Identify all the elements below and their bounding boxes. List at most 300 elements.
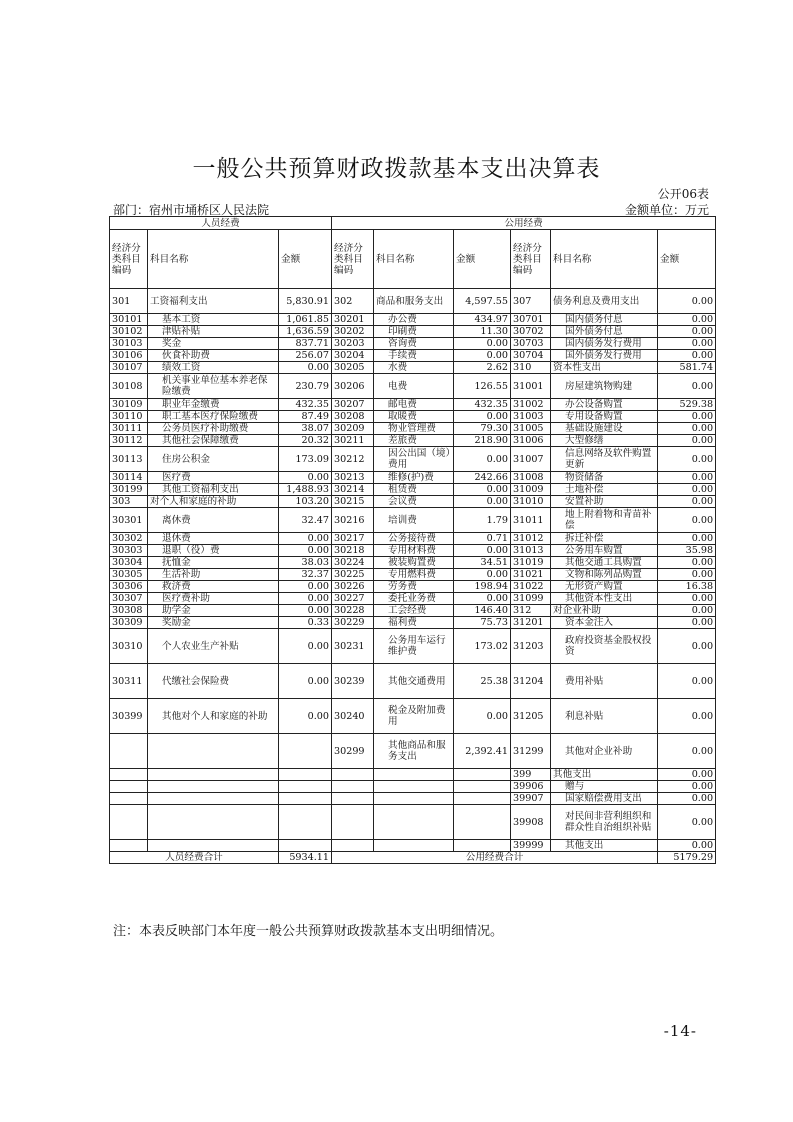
amount-cell: 837.71 bbox=[279, 338, 332, 350]
code-cell: 30217 bbox=[332, 533, 374, 545]
code-cell: 30226 bbox=[332, 581, 374, 593]
item-name-cell: 奖励金 bbox=[148, 617, 279, 629]
table-row bbox=[110, 593, 716, 605]
code-cell: 30201 bbox=[332, 314, 374, 326]
amount-cell: 0.00 bbox=[279, 605, 332, 617]
code-cell: 30701 bbox=[511, 314, 551, 326]
code-header: 经济分类科目编码 bbox=[332, 230, 374, 289]
amount-cell: 0.00 bbox=[658, 472, 716, 484]
item-name-cell: 国内债务发行费用 bbox=[551, 338, 658, 350]
item-name-cell bbox=[374, 781, 454, 793]
code-cell: 31006 bbox=[511, 435, 551, 447]
table-row bbox=[110, 781, 716, 793]
amount-cell: 103.20 bbox=[279, 496, 332, 508]
item-name-cell bbox=[148, 840, 279, 852]
amount-cell: 0.00 bbox=[658, 629, 716, 664]
amount-cell: 0.00 bbox=[279, 533, 332, 545]
public-group-header: 公用经费 bbox=[332, 217, 716, 230]
item-name-cell: 资本性支出 bbox=[551, 362, 658, 374]
item-name-cell: 离休费 bbox=[148, 508, 279, 533]
code-cell: 30309 bbox=[110, 617, 148, 629]
table-row bbox=[110, 581, 716, 593]
table-row bbox=[110, 289, 716, 314]
code-cell: 30224 bbox=[332, 557, 374, 569]
amount-cell bbox=[279, 781, 332, 793]
item-name-cell: 公务员医疗补助缴费 bbox=[148, 423, 279, 435]
amount-cell: 35.98 bbox=[658, 545, 716, 557]
name-header: 科目名称 bbox=[551, 230, 658, 289]
amount-cell: 0.00 bbox=[658, 508, 716, 533]
amount-cell: 0.00 bbox=[454, 338, 511, 350]
code-cell: 399 bbox=[511, 769, 551, 781]
amount-cell: 230.79 bbox=[279, 374, 332, 399]
name-header: 科目名称 bbox=[374, 230, 454, 289]
item-name-cell: 印刷费 bbox=[374, 326, 454, 338]
item-name-cell bbox=[374, 793, 454, 805]
item-name-cell: 对个人和家庭的补助 bbox=[148, 496, 279, 508]
amount-cell: 432.35 bbox=[279, 399, 332, 411]
code-cell: 31009 bbox=[511, 484, 551, 496]
code-cell: 30301 bbox=[110, 508, 148, 533]
personnel-total-value: 5934.11 bbox=[279, 852, 332, 864]
amount-cell: 0.00 bbox=[454, 411, 511, 423]
code-cell: 31013 bbox=[511, 545, 551, 557]
code-cell: 30704 bbox=[511, 350, 551, 362]
amount-cell: 432.35 bbox=[454, 399, 511, 411]
code-cell: 30218 bbox=[332, 545, 374, 557]
item-name-cell: 救济费 bbox=[148, 581, 279, 593]
amount-cell: 25.38 bbox=[454, 664, 511, 699]
item-name-cell: 奖金 bbox=[148, 338, 279, 350]
amount-cell: 0.00 bbox=[658, 617, 716, 629]
item-name-cell: 其他交通费用 bbox=[374, 664, 454, 699]
amount-cell: 4,597.55 bbox=[454, 289, 511, 314]
amount-cell: 0.00 bbox=[279, 545, 332, 557]
table-row bbox=[110, 664, 716, 699]
item-name-cell: 无形资产购置 bbox=[551, 581, 658, 593]
code-cell: 30311 bbox=[110, 664, 148, 699]
amount-header: 金额 bbox=[454, 230, 511, 289]
amount-cell: 242.66 bbox=[454, 472, 511, 484]
code-cell: 30211 bbox=[332, 435, 374, 447]
code-cell: 30102 bbox=[110, 326, 148, 338]
code-cell: 39907 bbox=[511, 793, 551, 805]
amount-cell bbox=[279, 769, 332, 781]
item-name-cell: 生活补助 bbox=[148, 569, 279, 581]
code-cell: 30111 bbox=[110, 423, 148, 435]
amount-cell: 0.00 bbox=[279, 362, 332, 374]
item-name-cell: 委托业务费 bbox=[374, 593, 454, 605]
amount-cell bbox=[279, 793, 332, 805]
item-name-cell: 其他商品和服务支出 bbox=[374, 734, 454, 769]
amount-cell: 0.00 bbox=[658, 289, 716, 314]
table-row bbox=[110, 338, 716, 350]
table-row bbox=[110, 472, 716, 484]
code-cell: 30110 bbox=[110, 411, 148, 423]
code-cell: 312 bbox=[511, 605, 551, 617]
item-name-cell: 住房公积金 bbox=[148, 447, 279, 472]
code-cell: 31005 bbox=[511, 423, 551, 435]
table-row bbox=[110, 326, 716, 338]
code-cell: 30304 bbox=[110, 557, 148, 569]
item-name-cell: 办公费 bbox=[374, 314, 454, 326]
amount-cell: 0.00 bbox=[454, 350, 511, 362]
table-row bbox=[110, 629, 716, 664]
item-name-cell bbox=[148, 793, 279, 805]
amount-cell: 0.00 bbox=[658, 734, 716, 769]
amount-cell: 0.00 bbox=[279, 581, 332, 593]
code-cell: 31099 bbox=[511, 593, 551, 605]
table-row bbox=[110, 447, 716, 472]
item-name-cell: 抚恤金 bbox=[148, 557, 279, 569]
item-name-cell: 公务接待费 bbox=[374, 533, 454, 545]
code-header: 经济分类科目编码 bbox=[511, 230, 551, 289]
amount-cell: 0.00 bbox=[658, 411, 716, 423]
personnel-total-label: 人员经费合计 bbox=[110, 852, 279, 864]
code-cell: 30199 bbox=[110, 484, 148, 496]
code-cell: 39908 bbox=[511, 805, 551, 840]
amount-cell: 16.38 bbox=[658, 581, 716, 593]
amount-cell: 0.00 bbox=[279, 699, 332, 734]
table-row bbox=[110, 605, 716, 617]
code-cell: 31204 bbox=[511, 664, 551, 699]
amount-cell: 0.00 bbox=[658, 664, 716, 699]
table-row bbox=[110, 769, 716, 781]
table-row bbox=[110, 496, 716, 508]
code-cell: 30229 bbox=[332, 617, 374, 629]
amount-cell: 34.51 bbox=[454, 557, 511, 569]
code-cell: 31201 bbox=[511, 617, 551, 629]
item-name-cell: 租赁费 bbox=[374, 484, 454, 496]
amount-cell: 0.71 bbox=[454, 533, 511, 545]
amount-cell: 2,392.41 bbox=[454, 734, 511, 769]
item-name-cell: 职业年金缴费 bbox=[148, 399, 279, 411]
name-header: 科目名称 bbox=[148, 230, 279, 289]
item-name-cell: 医疗费补助 bbox=[148, 593, 279, 605]
item-name-cell: 手续费 bbox=[374, 350, 454, 362]
table-row bbox=[110, 484, 716, 496]
table-row bbox=[110, 569, 716, 581]
amount-header: 金额 bbox=[279, 230, 332, 289]
code-cell: 303 bbox=[110, 496, 148, 508]
code-cell: 307 bbox=[511, 289, 551, 314]
amount-cell: 0.00 bbox=[279, 629, 332, 664]
department-label: 部门：宿州市埇桥区人民法院 bbox=[113, 203, 270, 217]
code-cell: 31022 bbox=[511, 581, 551, 593]
item-name-cell: 福利费 bbox=[374, 617, 454, 629]
amount-cell: 0.00 bbox=[658, 374, 716, 399]
item-name-cell bbox=[148, 734, 279, 769]
item-name-cell: 邮电费 bbox=[374, 399, 454, 411]
amount-cell: 0.00 bbox=[279, 593, 332, 605]
item-name-cell: 专用材料费 bbox=[374, 545, 454, 557]
code-cell: 31001 bbox=[511, 374, 551, 399]
item-name-cell: 办公设备购置 bbox=[551, 399, 658, 411]
code-cell: 31011 bbox=[511, 508, 551, 533]
amount-cell bbox=[279, 840, 332, 852]
code-cell: 30299 bbox=[332, 734, 374, 769]
amount-cell: 0.00 bbox=[279, 472, 332, 484]
item-name-cell: 退休费 bbox=[148, 533, 279, 545]
item-name-cell: 基本工资 bbox=[148, 314, 279, 326]
item-name-cell: 其他交通工具购置 bbox=[551, 557, 658, 569]
amount-cell: 0.00 bbox=[658, 593, 716, 605]
item-name-cell: 国外债务发行费用 bbox=[551, 350, 658, 362]
code-cell bbox=[332, 793, 374, 805]
item-name-cell: 工资福利支出 bbox=[148, 289, 279, 314]
item-name-cell: 物业管理费 bbox=[374, 423, 454, 435]
amount-cell bbox=[454, 805, 511, 840]
code-cell: 30310 bbox=[110, 629, 148, 664]
amount-cell: 146.40 bbox=[454, 605, 511, 617]
item-name-cell: 机关事业单位基本养老保险缴费 bbox=[148, 374, 279, 399]
amount-cell: 1,488.93 bbox=[279, 484, 332, 496]
amount-cell: 0.00 bbox=[658, 569, 716, 581]
code-cell: 31002 bbox=[511, 399, 551, 411]
code-cell: 31008 bbox=[511, 472, 551, 484]
page-number: -14- bbox=[663, 1022, 697, 1040]
item-name-cell: 专用燃料费 bbox=[374, 569, 454, 581]
item-name-cell: 国外债务付息 bbox=[551, 326, 658, 338]
item-name-cell: 退职（役）费 bbox=[148, 545, 279, 557]
code-cell: 39906 bbox=[511, 781, 551, 793]
amount-cell bbox=[454, 781, 511, 793]
item-name-cell bbox=[374, 840, 454, 852]
amount-cell: 0.00 bbox=[454, 496, 511, 508]
table-title: 一般公共预算财政拨款基本支出决算表 bbox=[192, 156, 601, 182]
code-cell: 30202 bbox=[332, 326, 374, 338]
code-cell: 30113 bbox=[110, 447, 148, 472]
amount-cell: 434.97 bbox=[454, 314, 511, 326]
code-cell: 30305 bbox=[110, 569, 148, 581]
item-name-cell: 基础设施建设 bbox=[551, 423, 658, 435]
item-name-cell: 因公出国（境）费用 bbox=[374, 447, 454, 472]
code-cell: 31203 bbox=[511, 629, 551, 664]
item-name-cell: 安置补助 bbox=[551, 496, 658, 508]
item-name-cell: 赠与 bbox=[551, 781, 658, 793]
amount-cell: 0.00 bbox=[658, 447, 716, 472]
table-row bbox=[110, 435, 716, 447]
amount-cell: 79.30 bbox=[454, 423, 511, 435]
item-name-cell: 其他社会保障缴费 bbox=[148, 435, 279, 447]
amount-cell: 1.79 bbox=[454, 508, 511, 533]
amount-cell: 1,636.59 bbox=[279, 326, 332, 338]
item-name-cell: 其他工资福利支出 bbox=[148, 484, 279, 496]
item-name-cell: 医疗费 bbox=[148, 472, 279, 484]
code-cell: 31010 bbox=[511, 496, 551, 508]
code-cell: 31299 bbox=[511, 734, 551, 769]
item-name-cell: 国内债务付息 bbox=[551, 314, 658, 326]
code-cell: 30215 bbox=[332, 496, 374, 508]
amount-cell: 0.00 bbox=[658, 769, 716, 781]
code-cell: 30109 bbox=[110, 399, 148, 411]
personnel-group-header: 人员经费 bbox=[110, 217, 332, 230]
amount-cell bbox=[279, 805, 332, 840]
code-cell: 30306 bbox=[110, 581, 148, 593]
amount-cell bbox=[279, 734, 332, 769]
amount-cell: 256.07 bbox=[279, 350, 332, 362]
amount-cell: 0.00 bbox=[454, 484, 511, 496]
item-name-cell: 被装购置费 bbox=[374, 557, 454, 569]
amount-cell: 75.73 bbox=[454, 617, 511, 629]
code-cell: 302 bbox=[332, 289, 374, 314]
table-row bbox=[110, 423, 716, 435]
amount-cell: 32.47 bbox=[279, 508, 332, 533]
code-cell: 30108 bbox=[110, 374, 148, 399]
code-cell: 30227 bbox=[332, 593, 374, 605]
item-name-cell: 职工基本医疗保险缴费 bbox=[148, 411, 279, 423]
code-cell: 30101 bbox=[110, 314, 148, 326]
amount-cell: 0.00 bbox=[658, 496, 716, 508]
amount-cell: 126.55 bbox=[454, 374, 511, 399]
amount-cell: 581.74 bbox=[658, 362, 716, 374]
code-cell: 30308 bbox=[110, 605, 148, 617]
code-cell bbox=[110, 734, 148, 769]
amount-cell: 32.37 bbox=[279, 569, 332, 581]
table-row bbox=[110, 374, 716, 399]
code-cell: 30216 bbox=[332, 508, 374, 533]
code-cell: 30228 bbox=[332, 605, 374, 617]
amount-cell: 38.07 bbox=[279, 423, 332, 435]
code-cell: 31007 bbox=[511, 447, 551, 472]
code-cell: 30303 bbox=[110, 545, 148, 557]
amount-cell: 0.00 bbox=[658, 326, 716, 338]
code-cell bbox=[332, 781, 374, 793]
public-total-label: 公用经费合计 bbox=[332, 852, 658, 864]
code-cell bbox=[110, 769, 148, 781]
amount-cell: 5,830.91 bbox=[279, 289, 332, 314]
amount-cell: 0.00 bbox=[658, 435, 716, 447]
code-cell: 30103 bbox=[110, 338, 148, 350]
item-name-cell: 税金及附加费用 bbox=[374, 699, 454, 734]
amount-cell: 173.09 bbox=[279, 447, 332, 472]
table-row bbox=[110, 545, 716, 557]
amount-cell bbox=[454, 793, 511, 805]
amount-cell: 0.00 bbox=[658, 793, 716, 805]
item-name-cell: 债务利息及费用支出 bbox=[551, 289, 658, 314]
item-name-cell: 房屋建筑物购建 bbox=[551, 374, 658, 399]
amount-cell: 38.03 bbox=[279, 557, 332, 569]
item-name-cell: 培训费 bbox=[374, 508, 454, 533]
item-name-cell: 维修(护)费 bbox=[374, 472, 454, 484]
table-row bbox=[110, 508, 716, 533]
item-name-cell: 水费 bbox=[374, 362, 454, 374]
amount-cell: 198.94 bbox=[454, 581, 511, 593]
item-name-cell bbox=[148, 805, 279, 840]
code-cell bbox=[332, 840, 374, 852]
item-name-cell: 费用补贴 bbox=[551, 664, 658, 699]
code-cell: 31021 bbox=[511, 569, 551, 581]
item-name-cell: 电费 bbox=[374, 374, 454, 399]
item-name-cell: 伙食补助费 bbox=[148, 350, 279, 362]
table-row bbox=[110, 399, 716, 411]
code-cell: 31003 bbox=[511, 411, 551, 423]
amount-cell: 0.00 bbox=[658, 314, 716, 326]
item-name-cell: 工会经费 bbox=[374, 605, 454, 617]
code-cell: 30212 bbox=[332, 447, 374, 472]
table-body bbox=[110, 289, 716, 852]
form-number: 公开06表 bbox=[657, 187, 709, 201]
code-cell: 30112 bbox=[110, 435, 148, 447]
amount-cell: 2.62 bbox=[454, 362, 511, 374]
item-name-cell: 公务用车购置 bbox=[551, 545, 658, 557]
group-header-row bbox=[110, 217, 716, 230]
table-row bbox=[110, 840, 716, 852]
table-row bbox=[110, 557, 716, 569]
amount-cell: 0.00 bbox=[658, 484, 716, 496]
table-row bbox=[110, 362, 716, 374]
code-cell: 30114 bbox=[110, 472, 148, 484]
code-cell: 30702 bbox=[511, 326, 551, 338]
table-row bbox=[110, 411, 716, 423]
item-name-cell: 物资储备 bbox=[551, 472, 658, 484]
code-cell bbox=[110, 840, 148, 852]
item-name-cell: 其他对企业补助 bbox=[551, 734, 658, 769]
footnote: 注：本表反映部门本年度一般公共预算财政拨款基本支出明细情况。 bbox=[113, 924, 504, 939]
item-name-cell: 会议费 bbox=[374, 496, 454, 508]
item-name-cell: 对民间非营利组织和群众性自治组织补贴 bbox=[551, 805, 658, 840]
item-name-cell: 助学金 bbox=[148, 605, 279, 617]
item-name-cell: 政府投资基金股权投资 bbox=[551, 629, 658, 664]
item-name-cell: 其他支出 bbox=[551, 840, 658, 852]
table-row bbox=[110, 805, 716, 840]
item-name-cell: 文物和陈列品购置 bbox=[551, 569, 658, 581]
amount-cell: 0.00 bbox=[658, 338, 716, 350]
amount-cell: 0.00 bbox=[658, 805, 716, 840]
amount-cell: 173.02 bbox=[454, 629, 511, 664]
totals-row bbox=[110, 852, 716, 864]
code-cell: 30208 bbox=[332, 411, 374, 423]
expenditure-table bbox=[109, 216, 716, 864]
code-cell: 30231 bbox=[332, 629, 374, 664]
amount-cell bbox=[454, 840, 511, 852]
unit-label: 金额单位：万元 bbox=[624, 203, 709, 217]
table-row bbox=[110, 793, 716, 805]
amount-cell: 0.00 bbox=[454, 569, 511, 581]
amount-cell: 0.00 bbox=[658, 605, 716, 617]
amount-cell: 1,061.85 bbox=[279, 314, 332, 326]
item-name-cell: 资本金注入 bbox=[551, 617, 658, 629]
public-total-value: 5179.29 bbox=[658, 852, 716, 864]
code-cell: 30225 bbox=[332, 569, 374, 581]
amount-header: 金额 bbox=[658, 230, 716, 289]
amount-cell bbox=[454, 769, 511, 781]
item-name-cell: 大型修缮 bbox=[551, 435, 658, 447]
code-cell: 30205 bbox=[332, 362, 374, 374]
amount-cell: 0.00 bbox=[658, 350, 716, 362]
code-cell bbox=[110, 805, 148, 840]
code-cell: 30239 bbox=[332, 664, 374, 699]
item-name-cell bbox=[148, 769, 279, 781]
amount-cell: 0.00 bbox=[658, 423, 716, 435]
code-cell bbox=[332, 769, 374, 781]
item-name-cell: 商品和服务支出 bbox=[374, 289, 454, 314]
code-cell: 30399 bbox=[110, 699, 148, 734]
table-row bbox=[110, 314, 716, 326]
table-row bbox=[110, 734, 716, 769]
amount-cell: 0.00 bbox=[658, 699, 716, 734]
code-cell: 30204 bbox=[332, 350, 374, 362]
code-cell: 30240 bbox=[332, 699, 374, 734]
code-cell bbox=[110, 781, 148, 793]
item-name-cell: 信息网络及软件购置更新 bbox=[551, 447, 658, 472]
amount-cell: 0.00 bbox=[658, 781, 716, 793]
item-name-cell: 公务用车运行维护费 bbox=[374, 629, 454, 664]
code-cell: 30703 bbox=[511, 338, 551, 350]
code-cell: 30207 bbox=[332, 399, 374, 411]
code-cell: 30302 bbox=[110, 533, 148, 545]
amount-cell: 20.32 bbox=[279, 435, 332, 447]
